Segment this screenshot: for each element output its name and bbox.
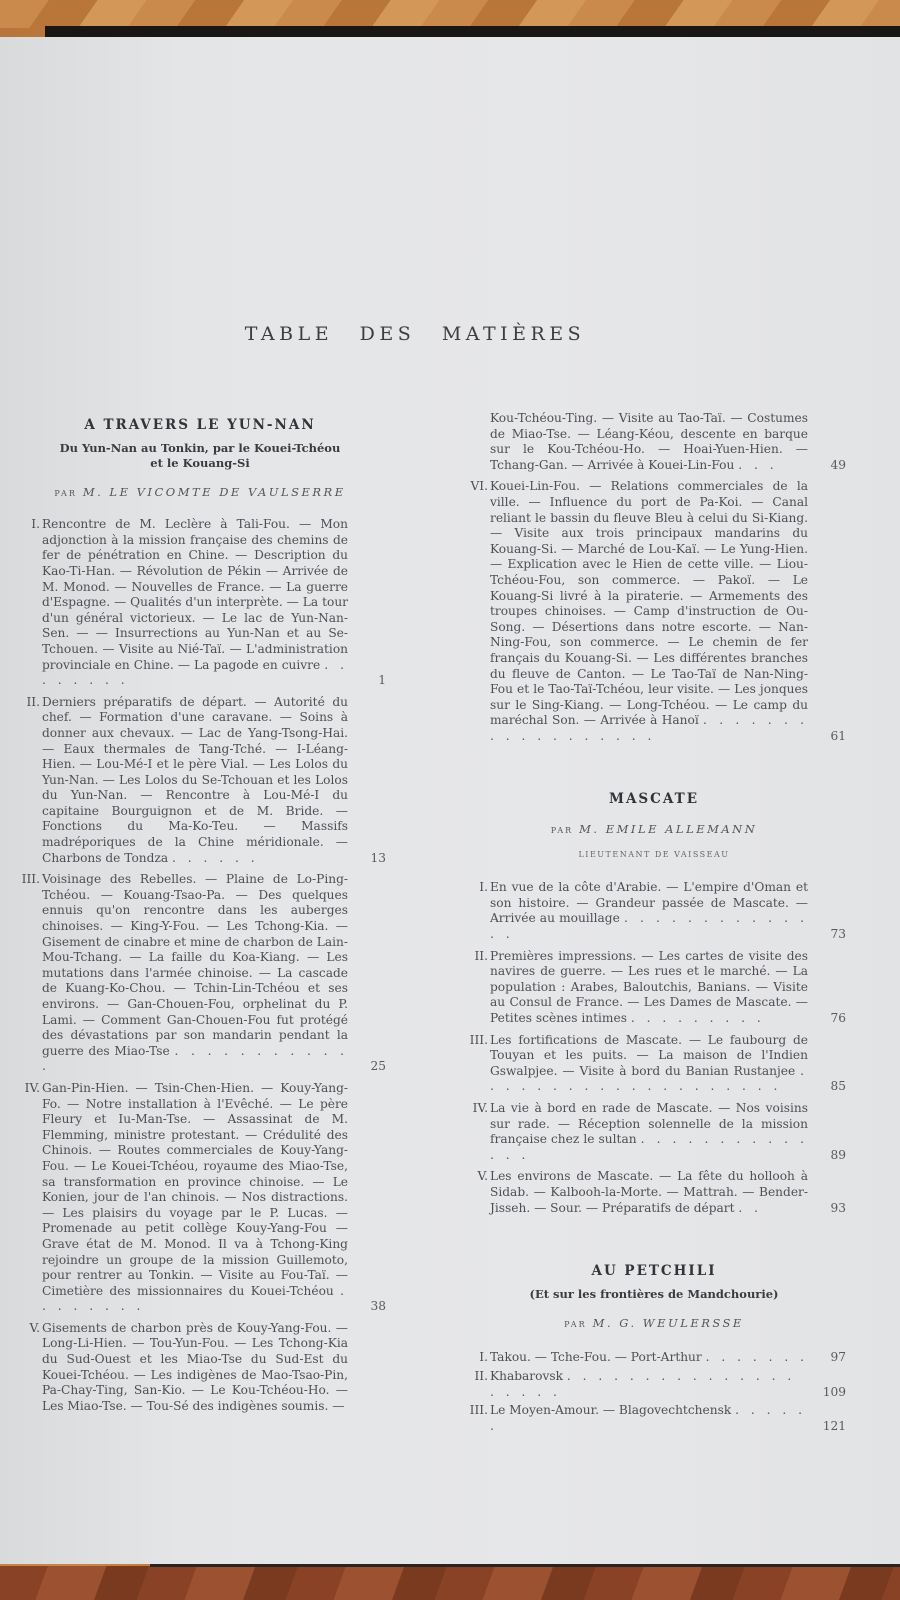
- leader-dots: . . . . . . . . .: [630, 1011, 765, 1025]
- page-number: 93: [830, 1200, 846, 1215]
- page-number: 25: [370, 1059, 386, 1074]
- toc-entry[interactable]: [448, 949, 860, 1027]
- chapter-number: V.: [29, 1320, 40, 1335]
- leader-dots: . . . . . . . .: [42, 1283, 348, 1314]
- chapter-number: III.: [21, 872, 40, 887]
- chapter-number: I.: [479, 1350, 488, 1365]
- byline-par: PAR: [564, 1319, 587, 1329]
- author-rank: LIEUTENANT DE VAISSEAU: [578, 849, 730, 859]
- leader-dots: . . . . . . . . . . . .: [42, 1043, 349, 1074]
- wooden-floor-background: [0, 0, 900, 28]
- toc-entry[interactable]: [0, 517, 400, 689]
- chapter-summary: Takou. — Tche-Fou. — Port-Arthur: [490, 1350, 702, 1365]
- title-word: TABLE: [244, 323, 334, 345]
- author-byline: [448, 822, 860, 839]
- toc-entry[interactable]: [448, 1033, 860, 1095]
- page-number: 85: [830, 1079, 846, 1094]
- chapter-summary: Le Moyen-Amour. — Blagovechtchensk: [490, 1403, 732, 1418]
- page-number: 97: [830, 1350, 846, 1365]
- title-word: MATIÈRES: [441, 323, 586, 345]
- chapter-summary: En vue de la côte d'Arabie. — L'empire d'Oman et son histoire. — Grandeur passée de Mascate. — Arrivée au mouillage: [490, 880, 808, 926]
- chapter-number: IV.: [24, 1080, 40, 1095]
- chapter-number: I.: [479, 880, 488, 895]
- page-number: 76: [830, 1011, 846, 1025]
- chapter-number: III.: [469, 1032, 488, 1047]
- chapter-number: VI.: [470, 479, 488, 494]
- chapter-number: IV.: [472, 1100, 488, 1115]
- toc-entry-continuation[interactable]: [448, 411, 860, 473]
- leader-dots: . . . . . . . .: [42, 657, 349, 688]
- page-number: 13: [370, 850, 386, 865]
- leader-dots: . . . . . .: [490, 1403, 806, 1433]
- toc-left-column: [0, 418, 400, 1414]
- toc-entry[interactable]: [448, 1101, 860, 1163]
- page-number: 1: [378, 673, 386, 688]
- page-number: 109: [822, 1384, 846, 1399]
- chapter-number: II.: [474, 948, 488, 963]
- author-name: M. G. WEULERSSE: [592, 1315, 744, 1330]
- chapter-number: II.: [26, 694, 40, 709]
- chapter-number: III.: [469, 1403, 488, 1418]
- book-page: [0, 37, 900, 1564]
- author-byline: [0, 485, 400, 502]
- chapter-summary: Les fortifications de Mascate. — Le faubourg de Touyan et les puits. — La maison de l'Indien Gswalpjee. — Visite à bord du Banian Rustanjee: [490, 1032, 808, 1078]
- toc-entry[interactable]: [0, 695, 400, 867]
- leader-dots: . . . . . .: [172, 850, 259, 865]
- page-number: 121: [822, 1418, 846, 1433]
- leader-dots: . .: [738, 1200, 763, 1215]
- toc-entry[interactable]: [0, 1321, 400, 1415]
- page-title: [0, 323, 830, 345]
- page-number: 49: [830, 457, 846, 472]
- toc-entry[interactable]: [0, 1081, 400, 1315]
- chapter-number: II.: [474, 1368, 488, 1383]
- chapter-summary: Derniers préparatifs de départ. — Autorité du chef. — Formation d'une caravane. — Soins à donner aux chevaux. — Lac de Yang-Tsong-Hai. — Eaux thermales de Tang-Tché. — I-Léang-Hien. — Lou-Mé-I et le père Vial. — Les Lolos du Yun-Nan. — Les Lolos du Se-Tchouan et les Lolos du Yun-Nan. — Rencontre à Lou-Mé-I du capitaine Bourguignon et de M. Bride. — Fonctions du Ma-Ko-Teu. — Massifs madréporiques de la Chine méridionale. — Charbons de Tondza: [42, 694, 348, 865]
- toc-entry[interactable]: [448, 1350, 860, 1366]
- page-number: 61: [830, 728, 846, 743]
- section-heading-petchili: AU PETCHILI: [591, 1263, 717, 1280]
- toc-entry[interactable]: [448, 479, 860, 744]
- section-heading-mascate: MASCATE: [609, 791, 699, 808]
- chapter-summary: Kou-Tchéou-Ting. — Visite au Tao-Taï. — Costumes de Miao-Tse. — Léang-Kéou, descente en barque sur le Kou-Tchéou-Ho. — Hoai-Yuen-Hien. — Tchang-Gan. — Arrivée à Kouei-Lin-Fou: [490, 411, 808, 472]
- chapter-summary: Premières impressions. — Les cartes de visite des navires de guerre. — Les rues et le marché. — La population : Arabes, Baloutchis, Banians. — Visite au Consul de France. — Les Dames de Mascate. — Petites scènes intimes: [490, 948, 808, 1025]
- leader-dots: . . . . . . .: [705, 1350, 808, 1365]
- chapter-summary: Gan-Pin-Hien. — Tsin-Chen-Hien. — Kouy-Yang-Fo. — Notre installation à l'Evêché. — Le père Fleury et Iu-Man-Tse. — Assassinat de M. Flemming, ministre protestant. — Crédulité des Chinois. — Routes commerciales de Kouy-Yang-Fou. — Le Kouei-Tchéou, royaume des Miao-Tse, sa transformation en province chinoise. — Le Konien, jour de l'an chinois. — Nos distractions. — Les plaisirs du voyage par le P. Lucas. — Promenade au petit collège Kouy-Yang-Fou — Grave état de M. Monod. Il va à Tchong-King rejoindre un groupe de la mission Guillemoto, pour rentrer au Tonkin. — Visite au Fou-Taï. — Cimetière des missionnaires du Kouei-Tchéou: [42, 1080, 348, 1298]
- subtitle-line: Du Yun-Nan au Tonkin, par le Kouei-Tchéou: [59, 440, 341, 455]
- chapter-summary: Rencontre de M. Leclère à Tali-Fou. — Mon adjonction à la mission française des chemins de fer de pénétration en Chine. — Description du Kao-Ti-Han. — Révolution de Pékin — Arrivée de M. Monod. — Nouvelles de France. — La guerre d'Espagne. — Qualités d'un interprète. — La tour d'un général victorieux. — Le lac de Yun-Nan-Sen. — — Insurrections au Yun-Nan et au Se-Tchouen. — Visite au Nié-Taï. — L'administration provinciale en Chine. — La pagode en cuivre: [42, 517, 348, 672]
- byline-par: PAR: [54, 488, 77, 498]
- toc-entry[interactable]: [448, 1169, 860, 1216]
- leader-dots: . . . . . . . . . . . . . .: [490, 1132, 809, 1162]
- toc-right-column: [448, 411, 860, 1434]
- chapter-summary: Kouei-Lin-Fou. — Relations commerciales de la ville. — Influence du port de Pa-Koi. — Canal reliant le bassin du fleuve Bleu à celui du Si-Kiang. — Visite aux trois principaux mandarins du Kouang-Si. — Marché de Lou-Kaï. — Le Yung-Hien. — Explication avec le Hien de cette ville. — Liou-Tchéou-Fou, son commerce. — Pakoï. — Le Kouang-Si livré à la piraterie. — Armements des troupes chinoises. — Camp d'instruction de Ou-Song. — Désertions dans notre escorte. — Nan-Ning-Fou, son commerce. — Le chemin de fer français du Kouang-Si. — Les différentes branches du fleuve de Canton. — Le Tao-Taï de Nan-Ning-Fou et le Tao-Taï-Tchéou, leur visite. — Les jonques sur le Sing-Kiang. — Long-Tchéou. — Le camp du maréchal Son. — Arrivée à Hanoï: [490, 479, 808, 728]
- leader-dots: . . . . . . . . . . . . . . . . . . . .: [490, 1063, 808, 1094]
- page-number: 73: [830, 927, 846, 942]
- author-name: M. LE VICOMTE DE VAULSERRE: [82, 484, 346, 499]
- section-heading-yun-nan: A TRAVERS LE YUN-NAN: [84, 417, 316, 433]
- toc-entry[interactable]: [448, 1369, 860, 1400]
- subtitle-line: et le Kouang-Si: [150, 455, 250, 470]
- chapter-summary: Khabarovsk: [490, 1368, 563, 1383]
- leader-dots: . . . . . . . . . . . . . . . . . . . .: [490, 1368, 796, 1399]
- author-byline: [448, 1316, 860, 1333]
- toc-entry[interactable]: [448, 1403, 860, 1434]
- chapter-summary: La vie à bord en rade de Mascate. — Nos voisins sur rade. — Réception solennelle de la mission française chez le sultan: [490, 1100, 808, 1147]
- wooden-floor-background: [0, 1566, 900, 1600]
- byline-par: PAR: [550, 826, 574, 836]
- leader-dots: . . .: [738, 457, 778, 472]
- chapter-summary: Les environs de Mascate. — La fête du hollooh à Sidab. — Kalbooh-la-Morte. — Mattrah. — Bender-Jisseh. — Sour. — Préparatifs de départ: [490, 1169, 808, 1215]
- leader-dots: . . . . . . . . . . . . . .: [490, 911, 808, 942]
- section-subtitle: [0, 441, 400, 471]
- chapter-summary: Voisinage des Rebelles. — Plaine de Lo-Ping-Tchéou. — Kouang-Tsao-Pa. — Des quelques ennuis qu'on rencontre dans les auberges chinoises. — King-Y-Fou. — Les Tchong-Kia. — Gisement de cinabre et mine de charbon de Lain-Mou-Tchang. — La faille du Koa-Kiang. — Les mutations dans l'armée chinoise. — La cascade de Kuang-Ko-Chou. — Tchin-Lin-Tchéou et ses environs. — Gan-Chouen-Fou, orphelinat du P. Lami. — Comment Gan-Chouen-Fou fut protégé des dévastations par son mandarin pendant la guerre des Miao-Tse: [42, 872, 348, 1058]
- leader-dots: . . . . . . . . . . . . . . . . . .: [490, 713, 808, 743]
- title-word: DES: [359, 323, 416, 345]
- toc-entry[interactable]: [0, 872, 400, 1075]
- toc-entry[interactable]: [448, 880, 860, 942]
- chapter-number: I.: [31, 517, 40, 532]
- author-name: M. EMILE ALLEMANN: [579, 822, 758, 837]
- chapter-number: V.: [477, 1169, 488, 1184]
- section-subtitle: (Et sur les frontières de Mandchourie): [529, 1286, 779, 1301]
- page-number: 89: [830, 1147, 846, 1162]
- page-number: 38: [370, 1299, 386, 1314]
- chapter-summary: Gisements de charbon près de Kouy-Yang-Fou. — Long-Li-Hien. — Tou-Yun-Fou. — Les Tchong-Kia du Sud-Ouest et les Miao-Tse du Sud-Est du Kouei-Tchéou. — Les indigènes de Mao-Tsao-Pin, Pa-Chay-Ting, San-Kio. — Le Kou-Tchéou-Ho. — Les Miao-Tse. — Tou-Sé des indigènes soumis. —: [42, 1320, 348, 1413]
